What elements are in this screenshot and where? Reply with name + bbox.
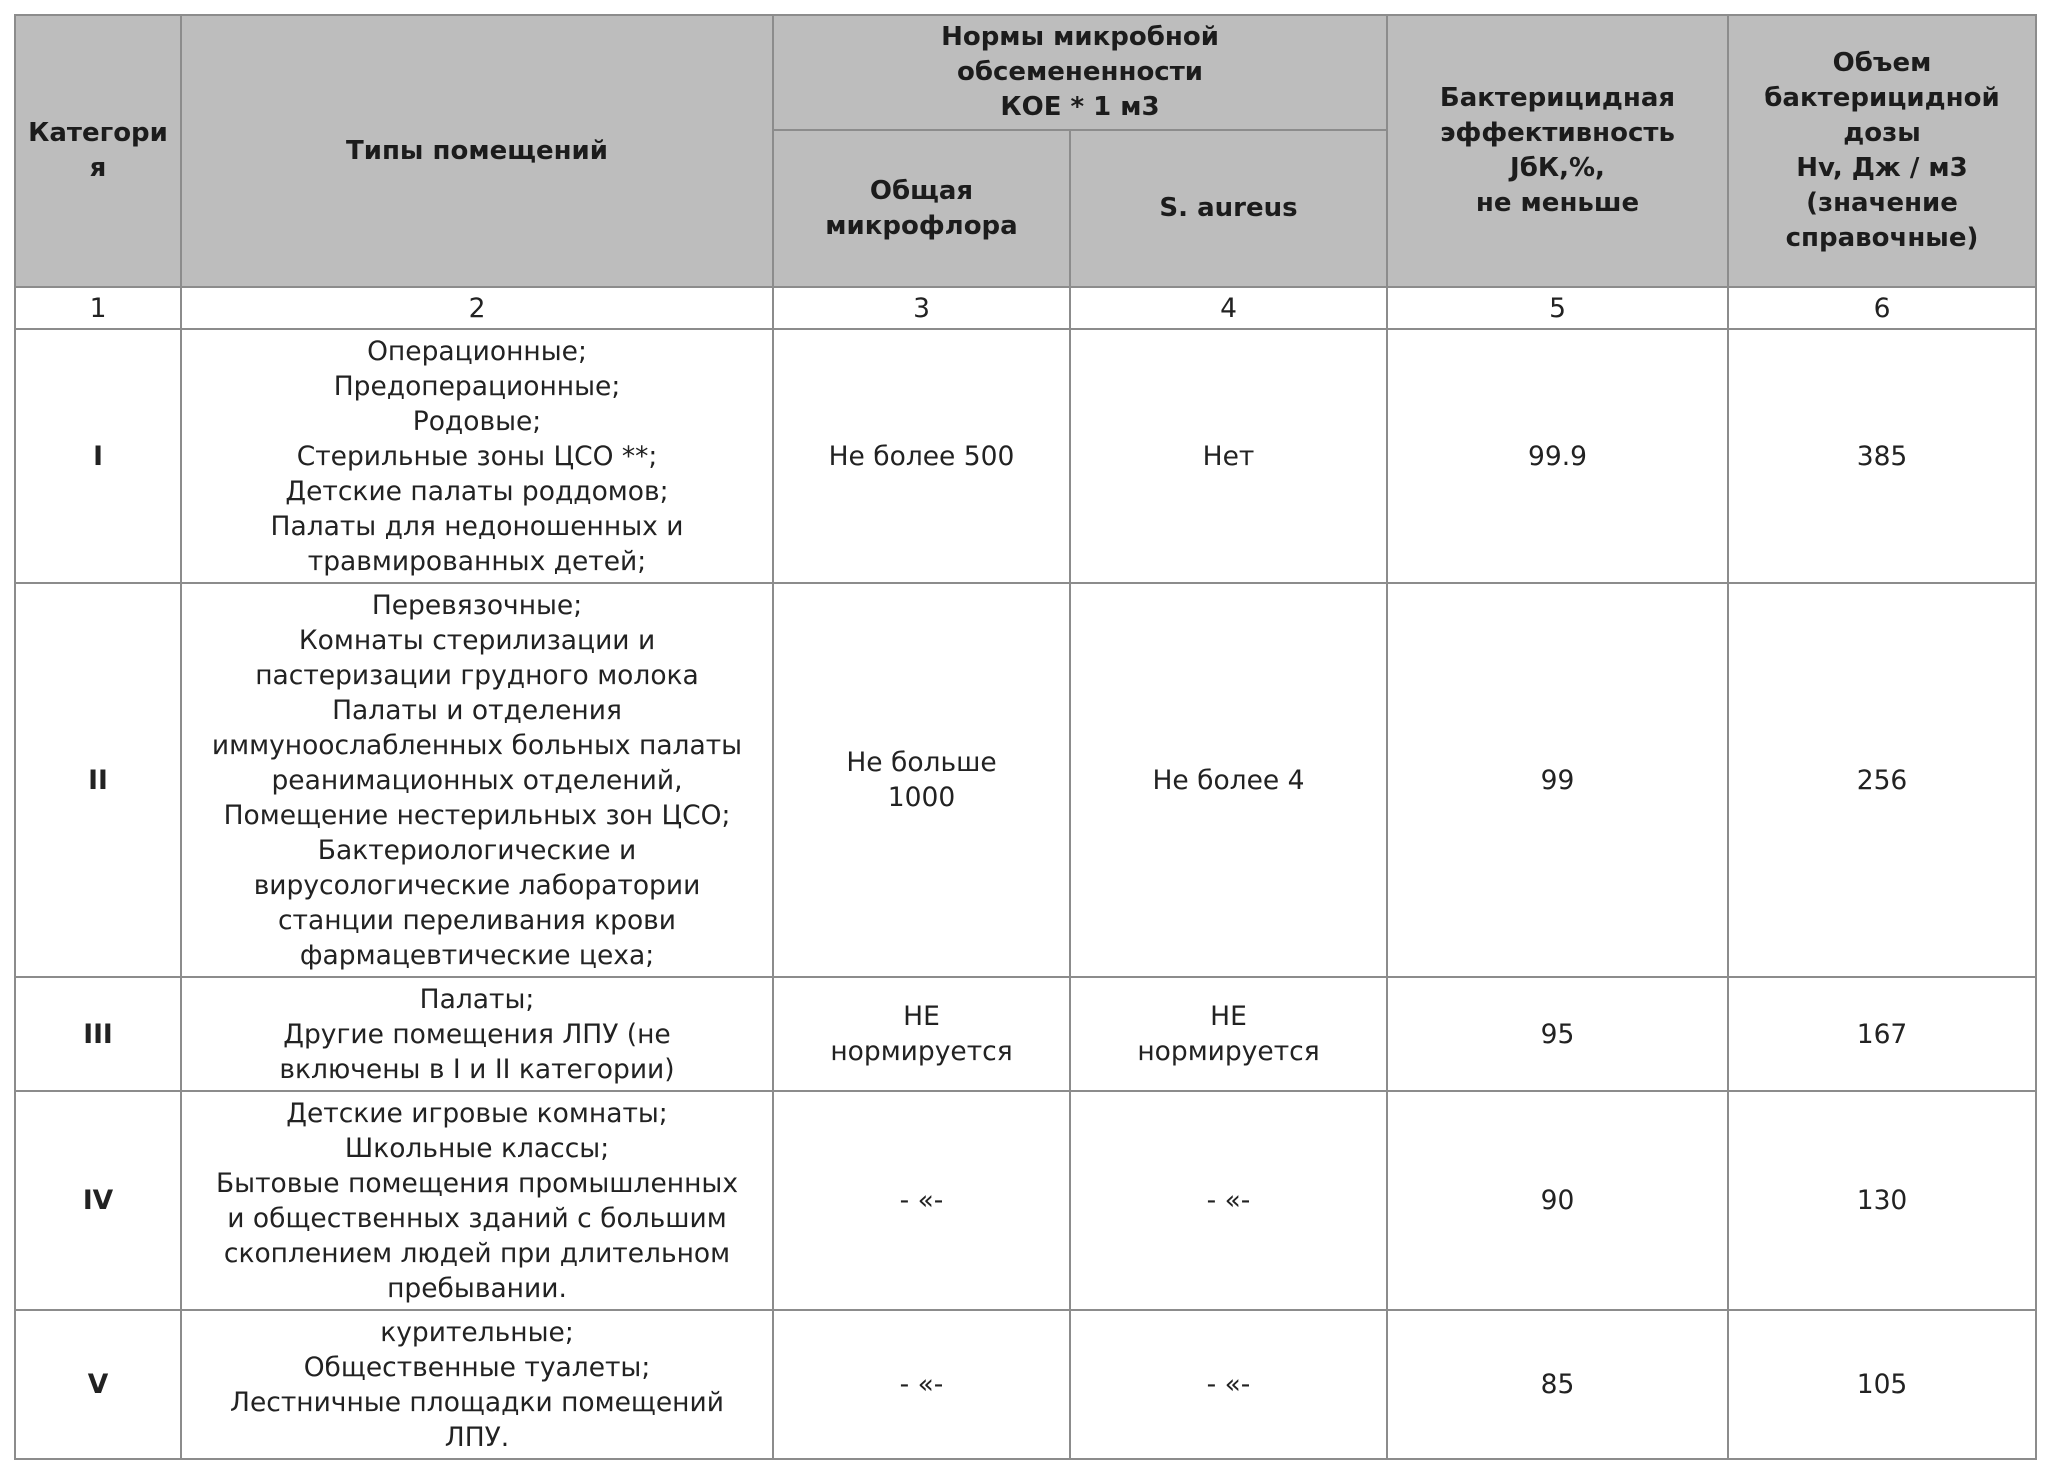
table-row [15,1310,2036,1459]
room-type-line: иммуноослабленных больных палаты [211,729,743,761]
cell-line: Не больше [846,747,997,778]
header-line: Общая [869,175,974,206]
cell-line: Не более 500 [828,440,1015,472]
s-aureus-cell [1070,583,1387,977]
room-type-line: Другие помещения ЛПУ (не [283,1018,671,1050]
room-type-line: Бытовые помещения промышленных [215,1167,739,1199]
cell-line: НЕ [903,1001,940,1032]
s-aureus-cell [1070,329,1387,583]
header-dose [1728,15,2036,287]
column-number: 6 [1728,287,2036,329]
table-row [15,329,2036,583]
header-category: Категори я [15,15,181,287]
dose-cell: 105 [1728,1310,2036,1459]
total-microflora-cell [773,583,1070,977]
room-types-cell [181,977,773,1091]
room-type-line: Лестничные площадки помещений [230,1386,724,1418]
room-types-cell [181,1310,773,1459]
room-type-line: вирусологические лаборатории [253,869,701,901]
header-line: Объем [1832,48,1932,78]
room-type-line: фармацевтические цеха; [299,939,655,971]
room-type-line: Детские палаты роддомов; [285,475,669,507]
room-type-line: Перевязочные; [371,589,583,621]
header-room-types: Типы помещений [181,15,773,287]
table-body [15,287,2036,1459]
column-number: 5 [1387,287,1728,329]
category-cell: IV [15,1091,181,1310]
dose-cell: 167 [1728,977,2036,1091]
room-type-line: и общественных зданий с большим [227,1202,727,1234]
table-row [15,1091,2036,1310]
efficiency-cell: 99.9 [1387,329,1728,583]
header-line: КОЕ * 1 м3 [1000,92,1160,122]
category-cell: III [15,977,181,1091]
room-type-line: Родовые; [412,405,542,437]
room-types-cell [181,1091,773,1310]
room-type-line: ЛПУ. [444,1421,510,1453]
header-line: бактерицидной [1764,83,2000,113]
header-efficiency [1387,15,1728,287]
column-number: 2 [181,287,773,329]
cell-line: НЕ [1210,1001,1247,1032]
room-type-line: Палаты и отделения [332,694,622,726]
room-type-line: Школьные классы; [344,1132,610,1164]
header-line: дозы [1843,118,1921,148]
room-type-line: Предоперационные; [333,370,621,402]
s-aureus-cell [1070,1310,1387,1459]
total-microflora-cell [773,1310,1070,1459]
s-aureus-cell [1070,977,1387,1091]
room-types-cell [181,583,773,977]
dose-cell: 385 [1728,329,2036,583]
room-type-line: пребывании. [387,1272,567,1304]
cell-line: - «- [1206,1185,1251,1216]
category-cell: V [15,1310,181,1459]
dose-cell: 256 [1728,583,2036,977]
cell-line: - «- [899,1185,944,1216]
header-line: (значение [1806,188,1958,218]
header-total-microflora [773,130,1070,287]
efficiency-cell: 90 [1387,1091,1728,1310]
room-type-line: пастеризации грудного молока [255,659,699,691]
s-aureus-cell [1070,1091,1387,1310]
header-line: JбК,%, [1510,153,1605,183]
cell-line: нормируется [830,1036,1013,1067]
microbial-norms-table [14,14,2037,1460]
cell-line: - «- [899,1369,944,1400]
room-type-line: Операционные; [367,335,587,367]
total-microflora-cell [773,977,1070,1091]
header-line: обсемененности [956,57,1204,87]
cell-line: Нет [1202,440,1255,472]
cell-line: 1000 [887,782,956,813]
room-type-line: Помещение нестерильных зон ЦСО; [223,799,731,831]
category-cell: II [15,583,181,977]
header-norms-group [773,15,1387,130]
cell-line: Не более 4 [1152,764,1305,796]
room-type-line: Комнаты стерилизации и [298,624,656,656]
room-type-line: курительные; [380,1316,574,1348]
header-line: Нормы микробной [941,22,1219,52]
header-line: Бактерицидная [1439,83,1676,113]
category-cell: I [15,329,181,583]
room-type-line: Детские игровые комнаты; [286,1097,668,1129]
room-type-line: Бактериологические и [317,834,637,866]
cell-line: нормируется [1137,1036,1320,1067]
room-type-line: включены в I и II категории) [279,1053,675,1085]
efficiency-cell: 95 [1387,977,1728,1091]
room-type-line: травмированных детей; [307,545,647,577]
room-type-line: станции переливания крови [277,904,677,936]
room-type-line: реанимационных отделений, [271,764,683,796]
total-microflora-cell [773,1091,1070,1310]
table-row [15,977,2036,1091]
table-row [15,583,2036,977]
header-line: микрофлора [825,210,1018,241]
room-type-line: Стерильные зоны ЦСО **; [296,440,658,472]
table-header [15,15,2036,287]
header-line: Hv, Дж / м3 [1796,153,1968,183]
header-s-aureus: S. aureus [1070,130,1387,287]
cell-line: - «- [1206,1369,1251,1400]
column-number: 4 [1070,287,1387,329]
column-number-row [15,287,2036,329]
room-types-cell [181,329,773,583]
header-line: справочные) [1785,223,1979,253]
room-type-line: Общественные туалеты; [303,1351,651,1383]
column-number: 3 [773,287,1070,329]
efficiency-cell: 85 [1387,1310,1728,1459]
dose-cell: 130 [1728,1091,2036,1310]
room-type-line: Палаты для недоношенных и [270,510,684,542]
room-type-line: скоплением людей при длительном [223,1237,731,1269]
room-type-line: Палаты; [419,983,535,1015]
header-line: эффективность [1440,118,1675,148]
column-number: 1 [15,287,181,329]
total-microflora-cell [773,329,1070,583]
efficiency-cell: 99 [1387,583,1728,977]
header-line: не меньше [1475,188,1640,218]
